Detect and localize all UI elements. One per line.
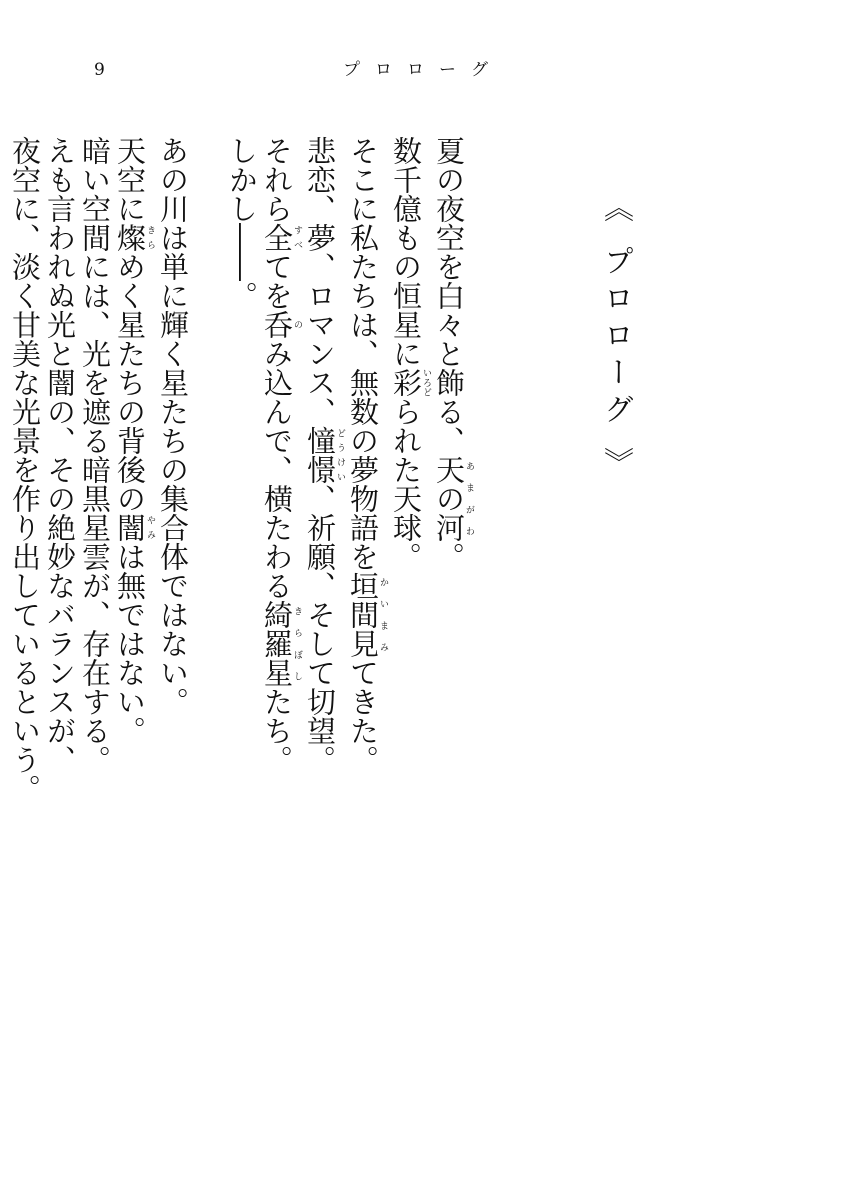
paragraph-9: 暗い空間には、光を遮る暗黒星雲が、存在する。: [78, 136, 112, 774]
ruby-yami: 闇やみ: [113, 513, 155, 542]
paragraph-1: 夏の夜空を白々と飾る、天の河あまがわ。: [432, 136, 474, 571]
paragraph-10: えも言われぬ光と闇の、その絶妙なバランスが、: [43, 136, 77, 774]
running-head: プロローグ: [343, 60, 503, 80]
paragraph-4: 悲恋、夢、ロマンス、憧憬どうけい、祈願、そして切望。: [303, 136, 345, 774]
ruby-amanogawa: 天の河あまがわ: [432, 455, 474, 542]
page-number: 9: [94, 60, 105, 80]
chapter-heading: [598, 192, 633, 485]
ruby-no: 呑の: [260, 310, 302, 339]
ruby-kiraboshi: 綺羅星きらぼし: [260, 600, 302, 687]
paragraph-7: あの川は単に輝く星たちの集合体ではない。: [156, 136, 190, 716]
heading-close-bracket: 》: [598, 447, 633, 485]
paragraph-3: そこに私たちは、無数の夢物語を垣間見かいまみてきた。: [346, 136, 388, 774]
paragraph-5: それら全すべてを呑のみ込んで、横たわる綺羅星きらぼしたち。: [260, 136, 302, 774]
heading-open-bracket: 《: [598, 192, 633, 229]
ruby-sube: 全すべ: [260, 223, 302, 252]
paragraph-2: 数千億もの恒星に彩いろどられた天球。: [389, 136, 431, 571]
ruby-kira: 燦きら: [113, 223, 155, 252]
ruby-kaimami: 垣間見かいまみ: [346, 571, 388, 658]
ruby-doukei: 憧憬どうけい: [303, 426, 345, 484]
heading-title: プロローグ: [598, 245, 633, 431]
paragraph-6: しかし――。: [225, 136, 259, 310]
paragraph-break: [190, 136, 224, 746]
paragraph-11: 夜空に、淡く甘美な光景を作り出しているという。: [8, 136, 42, 803]
ruby-irodo: 彩いろど: [389, 368, 431, 397]
paragraph-8: 天空に燦きらめく星たちの背後の闇やみは無ではない。: [113, 136, 155, 745]
body-text: [8, 136, 474, 803]
